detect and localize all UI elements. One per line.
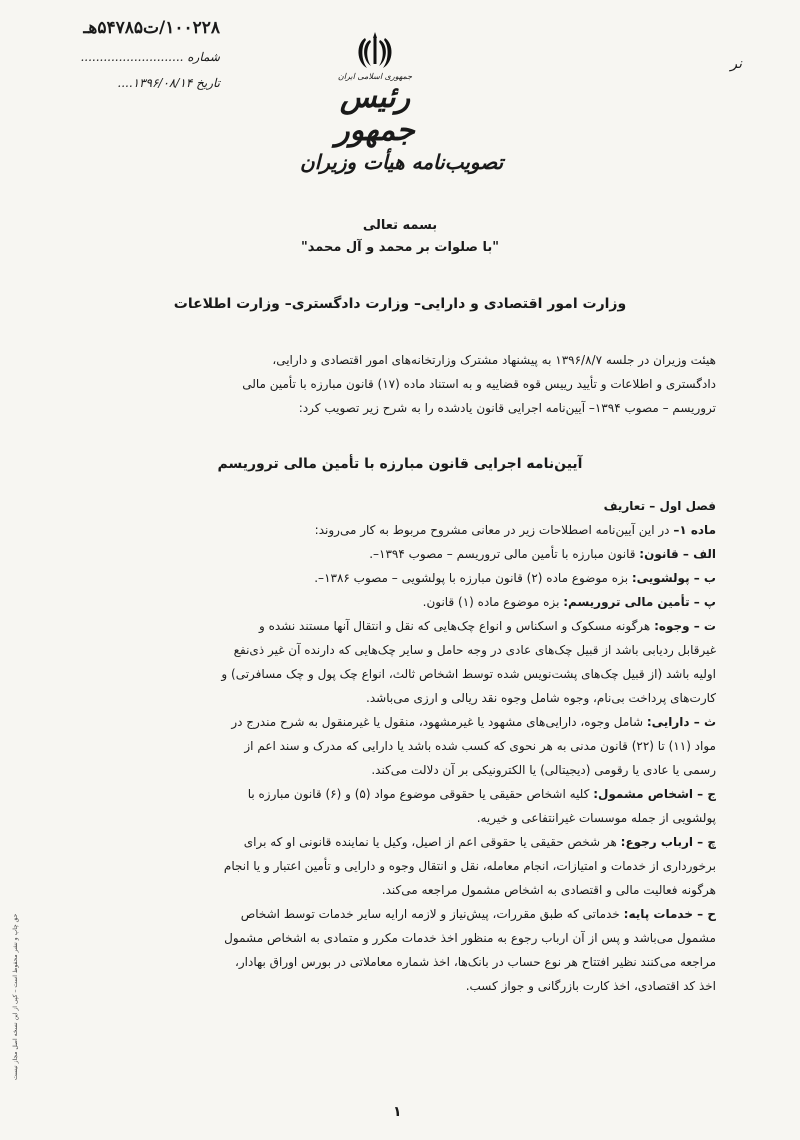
definition-line: اولیه باشد (از قبیل چک‌های پشت‌نویس شده توسط اشخاص ثالث، انواع چک پول و چک مسافرتی) و [221, 667, 716, 681]
definition-line: مشمول می‌باشد و پس از آن ارباب رجوع به منظور اخذ خدمات مکرر و متمادی به اشخاص مشمول [224, 931, 716, 945]
definition-text: هر شخص حقیقی یا حقوقی اعم از اصیل، وکیل یا نماینده قانونی او که برای [243, 835, 621, 849]
definition-text: بزه موضوع ماده (۲) قانون مبارزه با پولشویی – مصوب ۱۳۸۶–. [314, 571, 632, 585]
basmala: بسمه تعالی [362, 218, 438, 233]
article-1 [90, 518, 716, 542]
definition-alef [90, 542, 716, 566]
page-number: ۱ [393, 1104, 402, 1120]
definition-text: خدماتی که طبق مقررات، پیش‌نیاز و لازمه ارایه سایر خدمات توسط اشخاص [240, 907, 624, 921]
regulation-title: آیین‌نامه اجرایی قانون مبارزه با تأمین مالی تروریسم [217, 456, 583, 472]
definition-text: کلیه اشخاص حقیقی یا حقوقی موضوع مواد (۵) و (۶) قانون مبارزه با [247, 787, 594, 801]
definition-be [90, 566, 716, 590]
definition-label: ح – خدمات پایه: [623, 907, 716, 921]
definition-label: ت – وجوه: [654, 619, 716, 633]
ministries-line: وزارت امور اقتصادی و دارایی– وزارت دادگستری– وزارت اطلاعات [173, 296, 627, 312]
definition-label: ب – پولشویی: [631, 571, 716, 585]
definition-label: ج – اشخاص مشمول: [593, 787, 716, 801]
article-1-label: ماده ۱– [673, 523, 716, 537]
definition-line: غیرقابل ردیابی باشد از قبیل چک‌های عادی در وجه حامل و سایر چک‌هایی که دارنده آن غیر ذی‌نفع [233, 643, 716, 657]
corner-mark: نر [730, 56, 742, 72]
definition-label: الف – قانون: [639, 547, 716, 561]
definition-che [90, 830, 716, 854]
definitions-section [90, 494, 716, 998]
iran-emblem-icon [353, 30, 397, 70]
definition-se [90, 710, 716, 734]
date-field: تاریخ ۱۳۹۶/۰۸/۱۴.... [117, 76, 220, 90]
definition-label: ث – دارایی: [646, 715, 716, 729]
republic-label: جمهوری اسلامی ایران [337, 72, 413, 81]
definition-jim [90, 782, 716, 806]
salawat: "با صلوات بر محمد و آل محمد" [300, 240, 500, 255]
definition-line: کارت‌های پرداخت بی‌نام، وجوه شامل وجوه نقد ریالی و ارزی می‌باشد. [366, 691, 716, 705]
chapter-title: فصل اول – تعاریف [603, 499, 716, 513]
definition-label: پ – تأمین مالی تروریسم: [563, 595, 716, 609]
definition-line: برخورداری از خدمات و امتیازات، انجام معامله، نقل و انتقال وجوه و دارایی و تأمین اعتبار و یا انجام [223, 859, 716, 873]
definition-line: رسمی یا عادی یا رقومی (دیجیتالی) یا الکترونیکی بر آن دلالت می‌کند. [371, 763, 716, 777]
definition-text: هرگونه مسکوک و اسکناس و انواع چک‌هایی که نقل و انتقال آنها مستند نشده و [258, 619, 655, 633]
definition-label: چ – ارباب رجوع: [620, 835, 716, 849]
definition-line: مراجعه می‌کنند نظیر افتتاح هر نوع حساب در بانک‌ها، اخذ شماره معاملاتی در بورس اوراق بهادار، [234, 955, 716, 969]
definition-text: شامل وجوه، دارایی‌های مشهود یا غیرمشهود، منقول یا غیرمنقول به شرح مندرج در [231, 715, 647, 729]
intro-line: دادگستری و اطلاعات و تأیید رییس قوه قضاییه و به استناد ماده (۱۷) قانون مبارزه با تأمین مالی [242, 377, 716, 391]
definition-line: هرگونه فعالیت مالی و اقتصادی به اشخاص مشمول مراجعه می‌کند. [381, 883, 716, 897]
definition-line: اخذ کد اقتصادی، اخذ کارت بازرگانی و جواز کسب. [465, 979, 716, 993]
letterhead [300, 30, 450, 147]
definition-text: بزه موضوع ماده (۱) قانون. [422, 595, 564, 609]
definition-pe [90, 590, 716, 614]
article-1-text: در این آیین‌نامه اصطلاحات زیر در معانی مشروح مربوط به کار می‌روند: [314, 523, 674, 537]
resolution-title: تصویب‌نامه هیأت وزیران [300, 150, 504, 174]
letter-header [20, 18, 220, 90]
definition-line: مواد (۱۱) تا (۲۲) قانون مدنی به هر نحوی که کسب شده باشد یا دارایی که مدرک و سند اعم از [244, 739, 716, 753]
number-field: شماره ........................... [80, 50, 220, 64]
intro-line: هیئت وزیران در جلسه ۱۳۹۶/۸/۷ به پیشنهاد مشترک وزارتخانه‌های امور اقتصادی و دارایی، [272, 353, 716, 367]
definition-line: پولشویی از جمله موسسات غیرانتفاعی و خیریه. [476, 811, 716, 825]
definition-te [90, 614, 716, 638]
intro-line: تروریسم – مصوب ۱۳۹۴– آیین‌نامه اجرایی قانون یادشده را به شرح زیر تصویب کرد: [298, 401, 716, 415]
definition-he [90, 902, 716, 926]
president-title: رئیس جمهور [335, 80, 415, 148]
intro-paragraph [90, 348, 716, 420]
margin-note: حق چاپ و نشر محفوظ است – کپی از این نسخه اصل مجاز نیست [12, 913, 19, 1080]
letter-number: ۱۰۰۲۲۸/ت۵۴۷۸۵هـ [83, 18, 220, 38]
definition-text: قانون مبارزه با تأمین مالی تروریسم – مصوب ۱۳۹۴–. [369, 547, 640, 561]
